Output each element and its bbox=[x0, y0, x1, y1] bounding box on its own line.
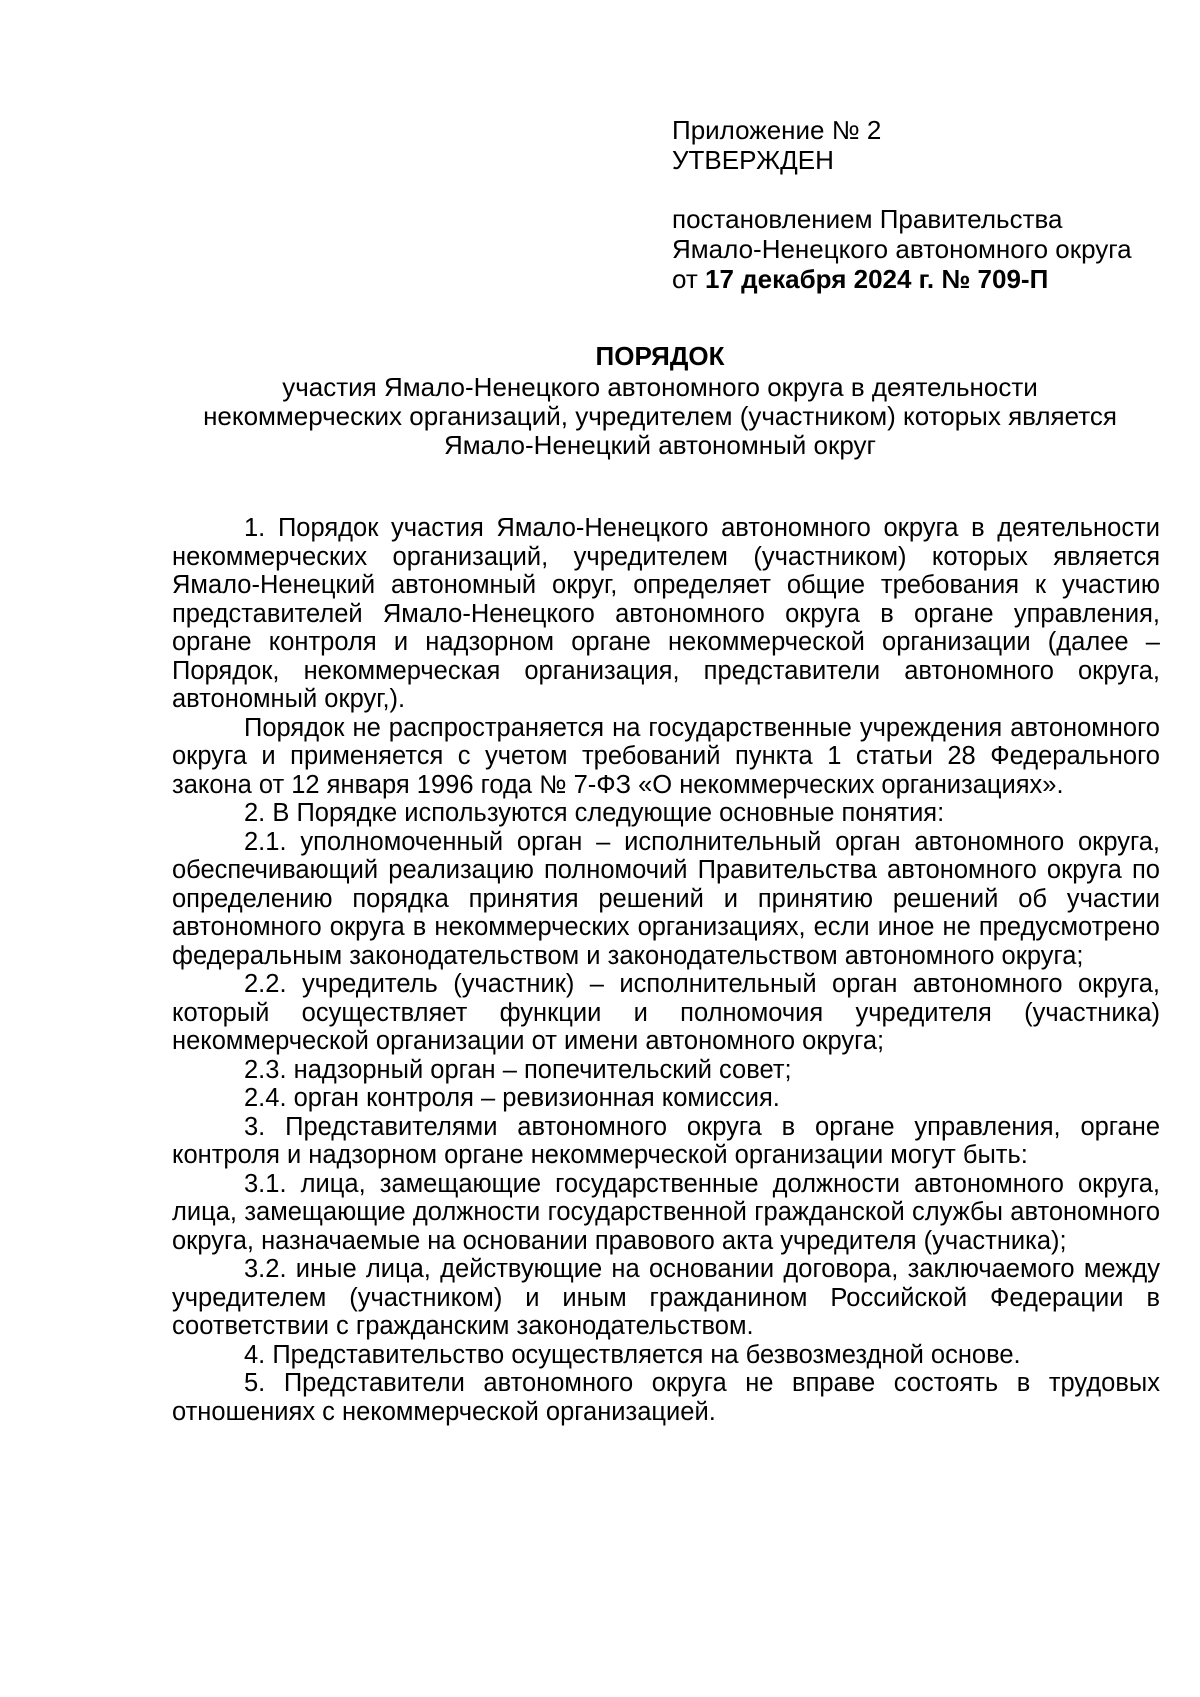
paragraph-2: 2. В Порядке используются следующие основные понятия: bbox=[244, 799, 945, 827]
paragraph-5: 5. Представители автономного округа не вправе состоять в трудовых отношениях с некоммерческой организацией. bbox=[172, 1369, 1160, 1426]
paragraph-3-1: 3.1. лица, замещающие государственные должности автономного округа, лица, замещающие должности государственной гражданской службы автономного округа, назначаемые на основании правового акта учредителя (участника); bbox=[172, 1169, 1160, 1255]
paragraph-3: 3. Представителями автономного округа в органе управления, органе контроля и надзорном органе некоммерческой организации могут быть: bbox=[172, 1112, 1160, 1169]
paragraph-2-4: 2.4. орган контроля – ревизионная комиссия. bbox=[244, 1084, 780, 1112]
paragraph-4: 4. Представительство осуществляется на безвозмездной основе. bbox=[244, 1340, 1021, 1369]
title-line-3: Ямало-Ненецкий автономный округ bbox=[443, 430, 877, 460]
title-heading: ПОРЯДОК bbox=[595, 341, 725, 371]
document-title bbox=[160, 342, 1160, 460]
approved-label: УТВЕРЖДЕН bbox=[672, 145, 834, 175]
document-body bbox=[172, 514, 1160, 1426]
resolution-date bbox=[672, 264, 1152, 294]
paragraph-2-2: 2.2. учредитель (участник) – исполнительный орган автономного округа, который осуществляет функции и полномочия учредителя (участника) некоммерческой организации от имени автономного округа; bbox=[172, 970, 1160, 1055]
paragraph-2-3: 2.3. надзорный орган – попечительский совет; bbox=[244, 1055, 792, 1084]
title-line-1: участия Ямало-Ненецкого автономного округа в деятельности bbox=[282, 372, 1038, 402]
paragraph-2-1: 2.1. уполномоченный орган – исполнительный орган автономного округа, обеспечивающий реализацию полномочий Правительства автономного округа по определению порядка принятия решений и принятию решений об участии автономного округа в некоммерческих организациях, если иное не предусмотрено федеральным законодательством и законодательством автономного округа; bbox=[172, 827, 1160, 970]
date-prefix: от bbox=[672, 264, 706, 294]
approval-stamp bbox=[672, 115, 1152, 294]
paragraph-3-2: 3.2. иные лица, действующие на основании договора, заключаемого между учредителем (участником) и иным гражданином Российской Федерации в соответствии с гражданским законодательством. bbox=[172, 1255, 1160, 1340]
resolution-line-1: постановлением Правительства bbox=[672, 204, 1063, 234]
spacer bbox=[672, 175, 1152, 204]
paragraph-1-note: Порядок не распространяется на государственные учреждения автономного округа и применяется с учетом требований пункта 1 статьи 28 Федерального закона от 12 января 1996 года № 7-ФЗ «О некоммерческих организациях». bbox=[172, 713, 1160, 799]
resolution-line-2: Ямало-Ненецкого автономного округа bbox=[672, 234, 1132, 264]
date-number: 17 декабря 2024 г. № 709-П bbox=[705, 264, 1049, 294]
paragraph-1: 1. Порядок участия Ямало-Ненецкого автономного округа в деятельности некоммерческих организаций, учредителем (участником) которых является Ямало-Ненецкий автономный округ, определяет общие требования к участию представителей Ямало-Ненецкого автономного округа в органе управления, органе контроля и надзорном органе некоммерческой организации (далее – Порядок, некоммерческая организация, представители автономного округа, автономный округ,). bbox=[172, 514, 1160, 713]
title-line-2: некоммерческих организаций, учредителем (участником) которых является bbox=[203, 401, 1117, 431]
appendix-number: Приложение № 2 bbox=[672, 115, 882, 145]
